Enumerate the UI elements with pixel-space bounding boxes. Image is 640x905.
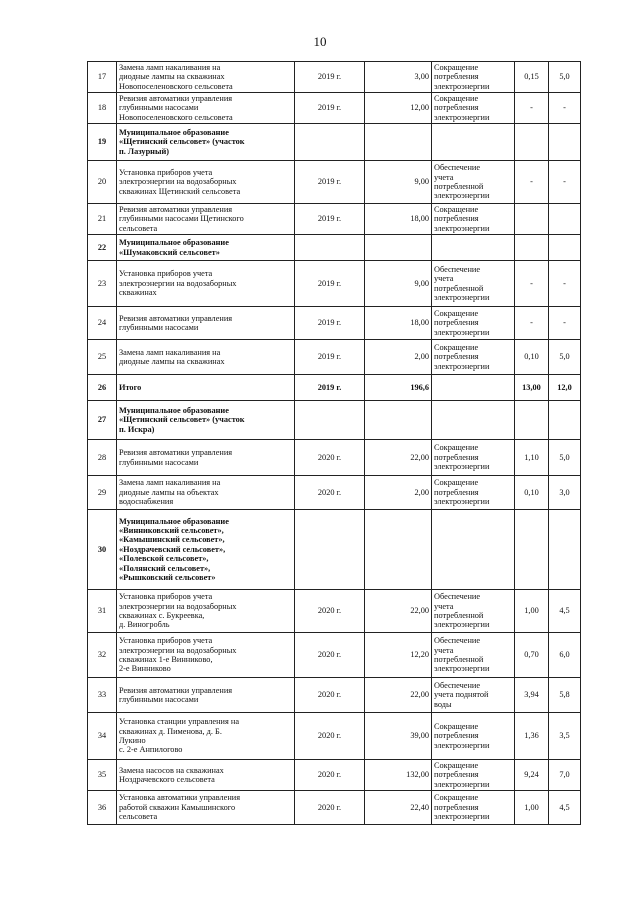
table-row	[88, 510, 581, 590]
cost-cell: 18,00	[365, 204, 432, 235]
effect-cell-line: электроэнергии	[434, 664, 490, 674]
table-row	[88, 633, 581, 678]
saving-value-cell: 0,15	[515, 62, 549, 93]
payback-value-cell: 3,5	[549, 713, 581, 760]
effect-cell	[432, 440, 515, 476]
saving-value-cell: 9,24	[515, 760, 549, 791]
effect-cell-line: потребления	[434, 452, 479, 462]
effect-cell-line: учета поднятой	[434, 690, 489, 700]
payback-value-cell: 4,5	[549, 791, 581, 825]
effect-cell-line: потребления	[434, 487, 479, 497]
effect-cell-line: Обеспечение	[434, 680, 481, 690]
payback-value-cell	[549, 124, 581, 161]
table-row	[88, 161, 581, 204]
effect-cell-line: учета	[434, 601, 454, 611]
table-row	[88, 307, 581, 340]
effect-cell	[432, 791, 515, 825]
measure-description-cell-line: скважинах с. Букреевка,	[119, 611, 205, 620]
year-cell	[295, 124, 365, 161]
payback-value-cell: 12,0	[549, 375, 581, 401]
measure-description-cell	[117, 760, 295, 791]
row-number-cell: 31	[88, 590, 117, 633]
table-row	[88, 235, 581, 261]
measure-description-cell	[117, 678, 295, 713]
measure-description-cell	[117, 510, 295, 590]
effect-cell-line: потребленной	[434, 182, 484, 191]
row-number-cell: 21	[88, 204, 117, 235]
row-number-cell: 35	[88, 760, 117, 791]
saving-value-cell	[515, 204, 549, 235]
measure-description-cell-line: п. Искра)	[119, 424, 155, 434]
measure-description-cell-line: водоснабжения	[119, 497, 174, 507]
cost-cell: 3,00	[365, 62, 432, 93]
table-row	[88, 678, 581, 713]
effect-cell-line: Обеспечение	[434, 163, 481, 173]
effect-cell	[432, 401, 515, 440]
table-row	[88, 93, 581, 124]
payback-value-cell: 7,0	[549, 760, 581, 791]
measure-description-cell	[117, 401, 295, 440]
saving-value-cell	[515, 401, 549, 440]
measure-description-cell	[117, 590, 295, 633]
measure-description-cell-line: сельсовета	[119, 812, 158, 822]
cost-cell: 9,00	[365, 161, 432, 204]
measure-description-cell-line: Ревизия автоматики управления	[119, 204, 233, 214]
measure-description-cell-line: Новопоселеновского сельсовета	[119, 81, 233, 91]
measure-description-cell-line: Ревизия автоматики управления	[119, 313, 233, 323]
year-cell: 2020 г.	[295, 440, 365, 476]
effect-cell-line: потребления	[434, 802, 479, 812]
measure-description-cell-line: 2-е Винниково	[119, 664, 171, 674]
measure-description-cell-line: Новопоселеновского сельсовета	[119, 112, 233, 122]
measure-description-cell-line: электроэнергии на водозаборных	[119, 601, 237, 611]
table-row	[88, 440, 581, 476]
page-number: 10	[313, 34, 327, 49]
measure-description-cell-line: «Щетинский сельсовет» (участок	[119, 415, 245, 425]
effect-cell-line: электроэнергии	[434, 191, 490, 201]
row-number-cell: 28	[88, 440, 117, 476]
payback-value-cell: 6,0	[549, 633, 581, 678]
measure-description-cell	[117, 476, 295, 510]
table-body	[88, 62, 581, 825]
row-number-cell: 27	[88, 401, 117, 440]
measure-description-cell-line: «Шумаковский сельсовет»	[119, 247, 220, 257]
year-cell: 2020 г.	[295, 791, 365, 825]
measure-description-cell-line: п. Лазурный)	[119, 146, 169, 156]
effect-cell-line: потребления	[434, 731, 479, 741]
effect-cell-line: электроэнергии	[434, 497, 490, 507]
effect-cell-line: электроэнергии	[434, 223, 490, 233]
year-cell: 2019 г.	[295, 375, 365, 401]
table-row	[88, 375, 581, 401]
table-row	[88, 204, 581, 235]
effect-cell-line: потребленной	[434, 655, 484, 664]
measure-description-cell-line: Установка приборов учета	[119, 167, 213, 177]
saving-value-cell: 1,00	[515, 791, 549, 825]
measure-description-cell	[117, 791, 295, 825]
measure-description-cell	[117, 62, 295, 93]
row-number-cell: 22	[88, 235, 117, 261]
row-number-cell: 23	[88, 261, 117, 307]
payback-value-cell: -	[549, 261, 581, 307]
effect-cell	[432, 204, 515, 235]
effect-cell-line: электроэнергии	[434, 292, 490, 302]
measure-description-cell-line: Замена ламп накаливания на	[119, 347, 221, 357]
effect-cell-line: электроэнергии	[434, 740, 490, 750]
year-cell: 2020 г.	[295, 476, 365, 510]
effect-cell-line: потребления	[434, 352, 479, 362]
cost-cell: 22,00	[365, 440, 432, 476]
cost-cell	[365, 510, 432, 590]
effect-cell-line: потребления	[434, 103, 479, 113]
row-number-cell: 24	[88, 307, 117, 340]
row-number-cell: 20	[88, 161, 117, 204]
effect-cell-line: воды	[434, 699, 452, 709]
measure-description-cell-line: глубинными насосами	[119, 323, 199, 332]
effect-cell-line: потребленной	[434, 283, 484, 293]
payback-value-cell: 4,5	[549, 590, 581, 633]
measure-description-cell-line: Муниципальное образование	[119, 405, 229, 415]
effect-cell-line: учета	[434, 274, 454, 284]
effect-cell	[432, 62, 515, 93]
effect-cell-line: электроэнергии	[434, 361, 490, 371]
payback-value-cell	[549, 510, 581, 590]
effect-cell	[432, 340, 515, 375]
measure-description-cell	[117, 440, 295, 476]
effect-cell-line: Сокращение	[434, 478, 479, 488]
year-cell	[295, 510, 365, 590]
measure-description-cell-line: глубинными насосами	[119, 695, 199, 704]
cost-cell: 39,00	[365, 713, 432, 760]
measure-description-cell-line: Замена ламп накаливания на	[119, 478, 221, 488]
cost-cell	[365, 401, 432, 440]
measure-description-cell	[117, 340, 295, 375]
cost-cell: 18,00	[365, 307, 432, 340]
measure-description-cell-line: Ревизия автоматики управления	[119, 685, 233, 695]
cost-cell: 9,00	[365, 261, 432, 307]
row-number-cell: 29	[88, 476, 117, 510]
year-cell: 2019 г.	[295, 62, 365, 93]
effect-cell-line: Сокращение	[434, 793, 479, 803]
measure-description-cell-line: Установка автоматики управления	[119, 793, 241, 803]
payback-value-cell	[549, 204, 581, 235]
effect-cell-line: потребления	[434, 318, 479, 328]
row-number-cell: 33	[88, 678, 117, 713]
measure-description-cell-line: Лукино	[119, 736, 146, 745]
effect-cell	[432, 678, 515, 713]
measure-description-cell-line: Установка станции управления на	[119, 717, 240, 727]
effect-cell-line: учета	[434, 645, 454, 655]
saving-value-cell	[515, 124, 549, 161]
table-row	[88, 401, 581, 440]
effect-cell-line: Обеспечение	[434, 264, 481, 274]
saving-value-cell: 0,70	[515, 633, 549, 678]
saving-value-cell	[515, 510, 549, 590]
table-row	[88, 476, 581, 510]
year-cell: 2020 г.	[295, 633, 365, 678]
measure-description-cell	[117, 261, 295, 307]
effect-cell-line: потребления	[434, 214, 479, 224]
effect-cell	[432, 590, 515, 633]
measure-description-cell-line: «Винниковский сельсовет»,	[119, 525, 224, 535]
row-number-cell: 25	[88, 340, 117, 375]
cost-cell: 2,00	[365, 340, 432, 375]
saving-value-cell: -	[515, 93, 549, 124]
saving-value-cell: 0,10	[515, 476, 549, 510]
measure-description-cell	[117, 93, 295, 124]
row-number-cell: 18	[88, 93, 117, 124]
cost-cell: 12,20	[365, 633, 432, 678]
measure-description-cell	[117, 161, 295, 204]
measure-description-cell	[117, 713, 295, 760]
row-number-cell: 32	[88, 633, 117, 678]
saving-value-cell: 1,00	[515, 590, 549, 633]
measure-description-cell-line: глубинными насосами Щетинского	[119, 214, 244, 224]
effect-cell	[432, 235, 515, 261]
effect-cell-line: Сокращение	[434, 342, 479, 352]
saving-value-cell: 3,94	[515, 678, 549, 713]
measure-description-cell-line: «Щетинский сельсовет» (участок	[119, 137, 245, 147]
saving-value-cell: -	[515, 307, 549, 340]
table-row	[88, 713, 581, 760]
effect-cell	[432, 124, 515, 161]
table-row	[88, 62, 581, 93]
table-row	[88, 124, 581, 161]
payback-value-cell	[549, 235, 581, 261]
measure-description-cell-line: скважинах	[119, 288, 157, 298]
measure-description-cell-line: электроэнергии на водозаборных	[119, 278, 237, 288]
effect-cell	[432, 161, 515, 204]
measure-description-cell-line: «Полевской сельсовет»,	[119, 554, 209, 564]
year-cell: 2019 г.	[295, 340, 365, 375]
payback-value-cell: 5,0	[549, 340, 581, 375]
measures-table	[87, 61, 581, 825]
measure-description-cell-line: скважинах Щетинский сельсовета	[119, 186, 241, 196]
payback-value-cell: 3,0	[549, 476, 581, 510]
row-number-cell: 34	[88, 713, 117, 760]
measure-description-cell-line: электроэнергии на водозаборных	[119, 177, 237, 187]
measure-description-cell-line: глубинными насосами	[119, 103, 199, 113]
table-row	[88, 340, 581, 375]
effect-cell-line: Сокращение	[434, 308, 479, 318]
row-number-cell: 30	[88, 510, 117, 590]
effect-cell	[432, 307, 515, 340]
saving-value-cell: 1,36	[515, 713, 549, 760]
effect-cell	[432, 261, 515, 307]
effect-cell-line: электроэнергии	[434, 327, 490, 337]
table-row	[88, 261, 581, 307]
measure-description-cell-line: Муниципальное образование	[119, 238, 229, 248]
cost-cell: 132,00	[365, 760, 432, 791]
measure-description-cell-line: с. 2-е Анпилогово	[119, 745, 183, 755]
effect-cell-line: Сокращение	[434, 760, 479, 770]
year-cell: 2019 г.	[295, 204, 365, 235]
cost-cell	[365, 124, 432, 161]
measure-description-cell-line: д. Виногробль	[119, 620, 170, 630]
row-number-cell: 26	[88, 375, 117, 401]
payback-value-cell: -	[549, 93, 581, 124]
table-row	[88, 791, 581, 825]
table-row	[88, 760, 581, 791]
measure-description-cell-line: «Рышковский сельсовет»	[119, 573, 216, 583]
year-cell: 2020 г.	[295, 678, 365, 713]
year-cell: 2020 г.	[295, 760, 365, 791]
effect-cell-line: электроэнергии	[434, 620, 490, 630]
table-row	[88, 590, 581, 633]
cost-cell: 22,00	[365, 590, 432, 633]
year-cell: 2019 г.	[295, 307, 365, 340]
measure-description-cell-line: Замена ламп накаливания на	[119, 62, 221, 72]
measure-description-cell-line: «Ноздрачевский сельсовет»,	[119, 544, 226, 554]
row-number-cell: 17	[88, 62, 117, 93]
effect-cell-line: учета	[434, 172, 454, 182]
effect-cell-line: Сокращение	[434, 62, 479, 72]
measure-description-cell-line: «Полянский сельсовет»,	[119, 563, 211, 573]
measure-description-cell-line: Муниципальное образование	[119, 516, 229, 526]
year-cell	[295, 235, 365, 261]
year-cell: 2020 г.	[295, 590, 365, 633]
effect-cell	[432, 760, 515, 791]
measure-description-cell	[117, 633, 295, 678]
effect-cell	[432, 93, 515, 124]
effect-cell-line: электроэнергии	[434, 812, 490, 822]
payback-value-cell: 5,8	[549, 678, 581, 713]
effect-cell-line: Сокращение	[434, 443, 479, 453]
saving-value-cell	[515, 235, 549, 261]
cost-cell: 2,00	[365, 476, 432, 510]
cost-cell: 12,00	[365, 93, 432, 124]
measure-description-cell-line: диодные лампы на объектах	[119, 487, 219, 497]
measure-description-cell-line: Установка приборов учета	[119, 636, 213, 646]
row-number-cell: 36	[88, 791, 117, 825]
measure-description-cell	[117, 375, 295, 401]
effect-cell-line: Сокращение	[434, 204, 479, 214]
year-cell: 2019 г.	[295, 161, 365, 204]
cost-cell: 22,40	[365, 791, 432, 825]
cost-cell	[365, 235, 432, 261]
effect-cell-line: Сокращение	[434, 93, 479, 103]
measure-description-cell-line: Ревизия автоматики управления	[119, 448, 233, 458]
payback-value-cell: -	[549, 161, 581, 204]
year-cell: 2019 г.	[295, 93, 365, 124]
row-number-cell: 19	[88, 124, 117, 161]
measure-description-cell-line: Муниципальное образование	[119, 127, 229, 137]
measure-description-cell	[117, 307, 295, 340]
cost-cell: 196,6	[365, 375, 432, 401]
measure-description-cell-line: скважинах д. Пименова, д. Б.	[119, 726, 222, 736]
measure-description-cell-line: Ноздрачевского сельсовета	[119, 775, 215, 784]
measure-description-cell	[117, 235, 295, 261]
effect-cell-line: потребления	[434, 72, 479, 82]
measure-description-cell-line: сельсовета	[119, 223, 158, 233]
effect-cell-line: потребления	[434, 770, 479, 780]
measure-description-cell-line: Установка приборов учета	[119, 269, 213, 279]
cost-cell: 22,00	[365, 678, 432, 713]
effect-cell-line: потребленной	[434, 611, 484, 620]
measure-description-cell-line: Установка приборов учета	[119, 592, 213, 602]
effect-cell	[432, 510, 515, 590]
saving-value-cell: -	[515, 161, 549, 204]
measure-description-cell	[117, 204, 295, 235]
year-cell: 2019 г.	[295, 261, 365, 307]
effect-cell-line: электроэнергии	[434, 779, 490, 789]
measure-description-cell-line: диодные лампы на скважинах	[119, 72, 225, 82]
measure-description-cell-line: Итого	[119, 382, 142, 392]
effect-cell-line: Обеспечение	[434, 592, 481, 602]
measure-description-cell-line: электроэнергии на водозаборных	[119, 645, 237, 655]
year-cell: 2020 г.	[295, 713, 365, 760]
measure-description-cell-line: диодные лампы на скважинах	[119, 357, 225, 366]
saving-value-cell: 0,10	[515, 340, 549, 375]
effect-cell	[432, 713, 515, 760]
measure-description-cell-line: Ревизия автоматики управления	[119, 93, 233, 103]
saving-value-cell: 1,10	[515, 440, 549, 476]
payback-value-cell: 5,0	[549, 440, 581, 476]
measure-description-cell-line: скважинах 1-е Винниково,	[119, 655, 213, 664]
effect-cell	[432, 633, 515, 678]
measure-description-cell-line: Замена насосов на скважинах	[119, 765, 224, 775]
measure-description-cell	[117, 124, 295, 161]
effect-cell	[432, 375, 515, 401]
payback-value-cell: 5,0	[549, 62, 581, 93]
saving-value-cell: 13,00	[515, 375, 549, 401]
measure-description-cell-line: «Камышинский сельсовет»,	[119, 535, 225, 545]
payback-value-cell: -	[549, 307, 581, 340]
effect-cell-line: Обеспечение	[434, 636, 481, 646]
effect-cell	[432, 476, 515, 510]
measure-description-cell-line: глубинными насосами	[119, 457, 199, 467]
payback-value-cell	[549, 401, 581, 440]
effect-cell-line: электроэнергии	[434, 81, 490, 91]
measure-description-cell-line: работой скважин Камышинского	[119, 802, 236, 812]
year-cell	[295, 401, 365, 440]
effect-cell-line: Сокращение	[434, 721, 479, 731]
effect-cell-line: электроэнергии	[434, 462, 490, 472]
saving-value-cell: -	[515, 261, 549, 307]
effect-cell-line: электроэнергии	[434, 112, 490, 122]
